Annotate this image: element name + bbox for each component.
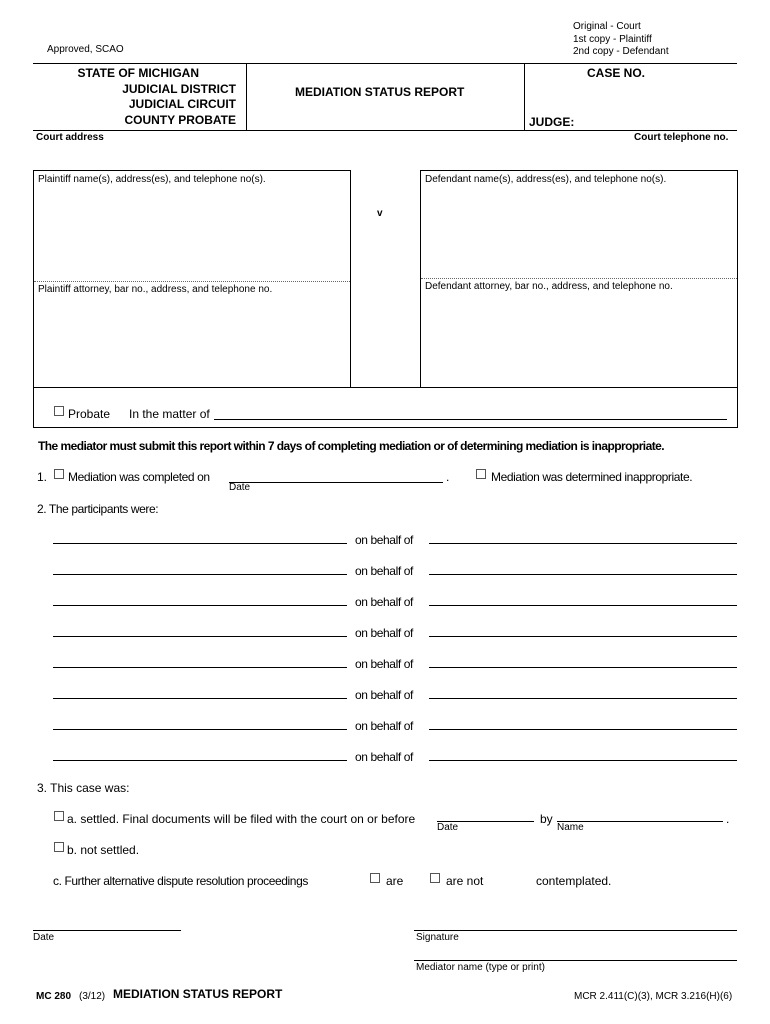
participant-name-field[interactable] (53, 698, 347, 699)
court-address-label: Court address (36, 132, 104, 143)
are-label: are (386, 874, 404, 888)
are-checkbox[interactable] (370, 873, 380, 883)
header-divider-left (246, 63, 247, 131)
participant-name-field[interactable] (53, 543, 347, 544)
completed-checkbox[interactable] (54, 469, 64, 479)
copy-distribution (573, 21, 669, 59)
probate-checkbox[interactable] (54, 406, 64, 416)
further-adr-label: c. Further alternative dispute resolution proceedings (53, 874, 308, 888)
attorney-box-bottom (33, 387, 738, 388)
footer-title: MEDIATION STATUS REPORT (113, 987, 283, 1001)
plaintiff-attorney-divider (34, 281, 350, 282)
are-not-checkbox[interactable] (430, 873, 440, 883)
participant-name-field[interactable] (53, 760, 347, 761)
versus-mark: v (377, 208, 383, 219)
participant-name-field[interactable] (53, 636, 347, 637)
settled-checkbox[interactable] (54, 811, 64, 821)
matter-label: In the matter of (129, 407, 210, 421)
form-title: MEDIATION STATUS REPORT (295, 85, 465, 99)
defendant-box-left (420, 170, 421, 388)
date-caption: Date (229, 482, 251, 493)
court-line-probate: COUNTY PROBATE (124, 112, 236, 127)
on-behalf-label: on behalf of (355, 626, 413, 640)
item3-heading: 3. This case was: (37, 781, 130, 795)
defendant-box-top (420, 170, 738, 171)
settlement-date-caption: Date (437, 822, 459, 833)
not-settled-checkbox[interactable] (54, 842, 64, 852)
court-line-district: JUDICIAL DISTRICT (122, 81, 236, 96)
signature-date-field[interactable] (33, 930, 181, 931)
on-behalf-label: on behalf of (355, 533, 413, 547)
on-behalf-label: on behalf of (355, 564, 413, 578)
on-behalf-label: on behalf of (355, 719, 413, 733)
judge-label: JUDGE: (529, 115, 575, 129)
inappropriate-checkbox[interactable] (476, 469, 486, 479)
participant-name-field[interactable] (53, 605, 347, 606)
participant-party-field[interactable] (429, 760, 737, 761)
item2-heading: 2. The participants were: (37, 502, 159, 516)
plaintiff-label: Plaintiff name(s), address(es), and telephone no(s). (38, 174, 266, 185)
participant-name-field[interactable] (53, 574, 347, 575)
party-frame-left (33, 170, 34, 428)
on-behalf-label: on behalf of (355, 688, 413, 702)
copy-line: Original - Court (573, 21, 641, 32)
plaintiff-box-top (33, 170, 351, 171)
participant-party-field[interactable] (429, 729, 737, 730)
completed-date-field[interactable] (229, 482, 443, 483)
on-behalf-label: on behalf of (355, 657, 413, 671)
header-bottom-rule (33, 130, 737, 131)
probate-label: Probate (68, 407, 111, 421)
mediator-name-field[interactable] (414, 960, 737, 961)
court-rules: MCR 2.411(C)(3), MCR 3.216(H)(6) (574, 991, 733, 1002)
participant-party-field[interactable] (429, 574, 737, 575)
defendant-attorney-divider (421, 278, 737, 279)
inappropriate-label: Mediation was determined inappropriate. (491, 470, 693, 484)
are-not-label: are not (446, 874, 484, 888)
participant-party-field[interactable] (429, 698, 737, 699)
completed-label: Mediation was completed on (68, 470, 210, 484)
copy-line: 2nd copy - Defendant (573, 46, 669, 57)
form-revision: (3/12) (79, 991, 106, 1002)
form-number: MC 280 (36, 991, 72, 1002)
court-line-circuit: JUDICIAL CIRCUIT (128, 97, 236, 111)
on-behalf-label: on behalf of (355, 750, 413, 764)
case-number-label: CASE NO. (587, 66, 646, 80)
on-behalf-label: on behalf of (355, 595, 413, 609)
by-label: by (540, 812, 553, 826)
participant-name-field[interactable] (53, 729, 347, 730)
mediator-name-label: Mediator name (type or print) (416, 962, 545, 973)
defendant-label: Defendant name(s), address(es), and telephone no(s). (425, 174, 667, 185)
party-frame-bottom (33, 427, 738, 428)
plaintiff-attorney-label: Plaintiff attorney, bar no., address, and telephone no. (38, 284, 273, 295)
item1-period: . (446, 470, 450, 484)
signature-field[interactable] (414, 930, 737, 931)
item1-number: 1. (37, 470, 48, 484)
court-line-state: STATE OF MICHIGAN (77, 66, 199, 80)
approval-note: Approved, SCAO (47, 44, 124, 55)
participant-name-field[interactable] (53, 667, 347, 668)
not-settled-label: b. not settled. (67, 843, 140, 857)
plaintiff-box-right (350, 170, 351, 388)
contemplated-label: contemplated. (536, 874, 612, 888)
header-divider-right (524, 63, 525, 131)
instruction-text: The mediator must submit this report within 7 days of completing mediation or of determining mediation is inappropriate. (38, 439, 665, 453)
participant-party-field[interactable] (429, 636, 737, 637)
copy-line: 1st copy - Plaintiff (573, 33, 652, 45)
signature-date-label: Date (33, 932, 55, 943)
defendant-attorney-label: Defendant attorney, bar no., address, and telephone no. (425, 281, 673, 292)
participant-party-field[interactable] (429, 605, 737, 606)
settled-label: a. settled. Final documents will be filed with the court on or before (67, 812, 416, 826)
name-caption: Name (557, 822, 584, 833)
settled-period: . (726, 812, 730, 826)
court-name-block (40, 66, 236, 128)
header-top-rule (33, 63, 737, 64)
signature-label: Signature (416, 932, 459, 943)
participant-party-field[interactable] (429, 667, 737, 668)
matter-field[interactable] (214, 419, 727, 420)
court-phone-label: Court telephone no. (634, 132, 729, 143)
participant-party-field[interactable] (429, 543, 737, 544)
party-frame-right (737, 170, 738, 428)
